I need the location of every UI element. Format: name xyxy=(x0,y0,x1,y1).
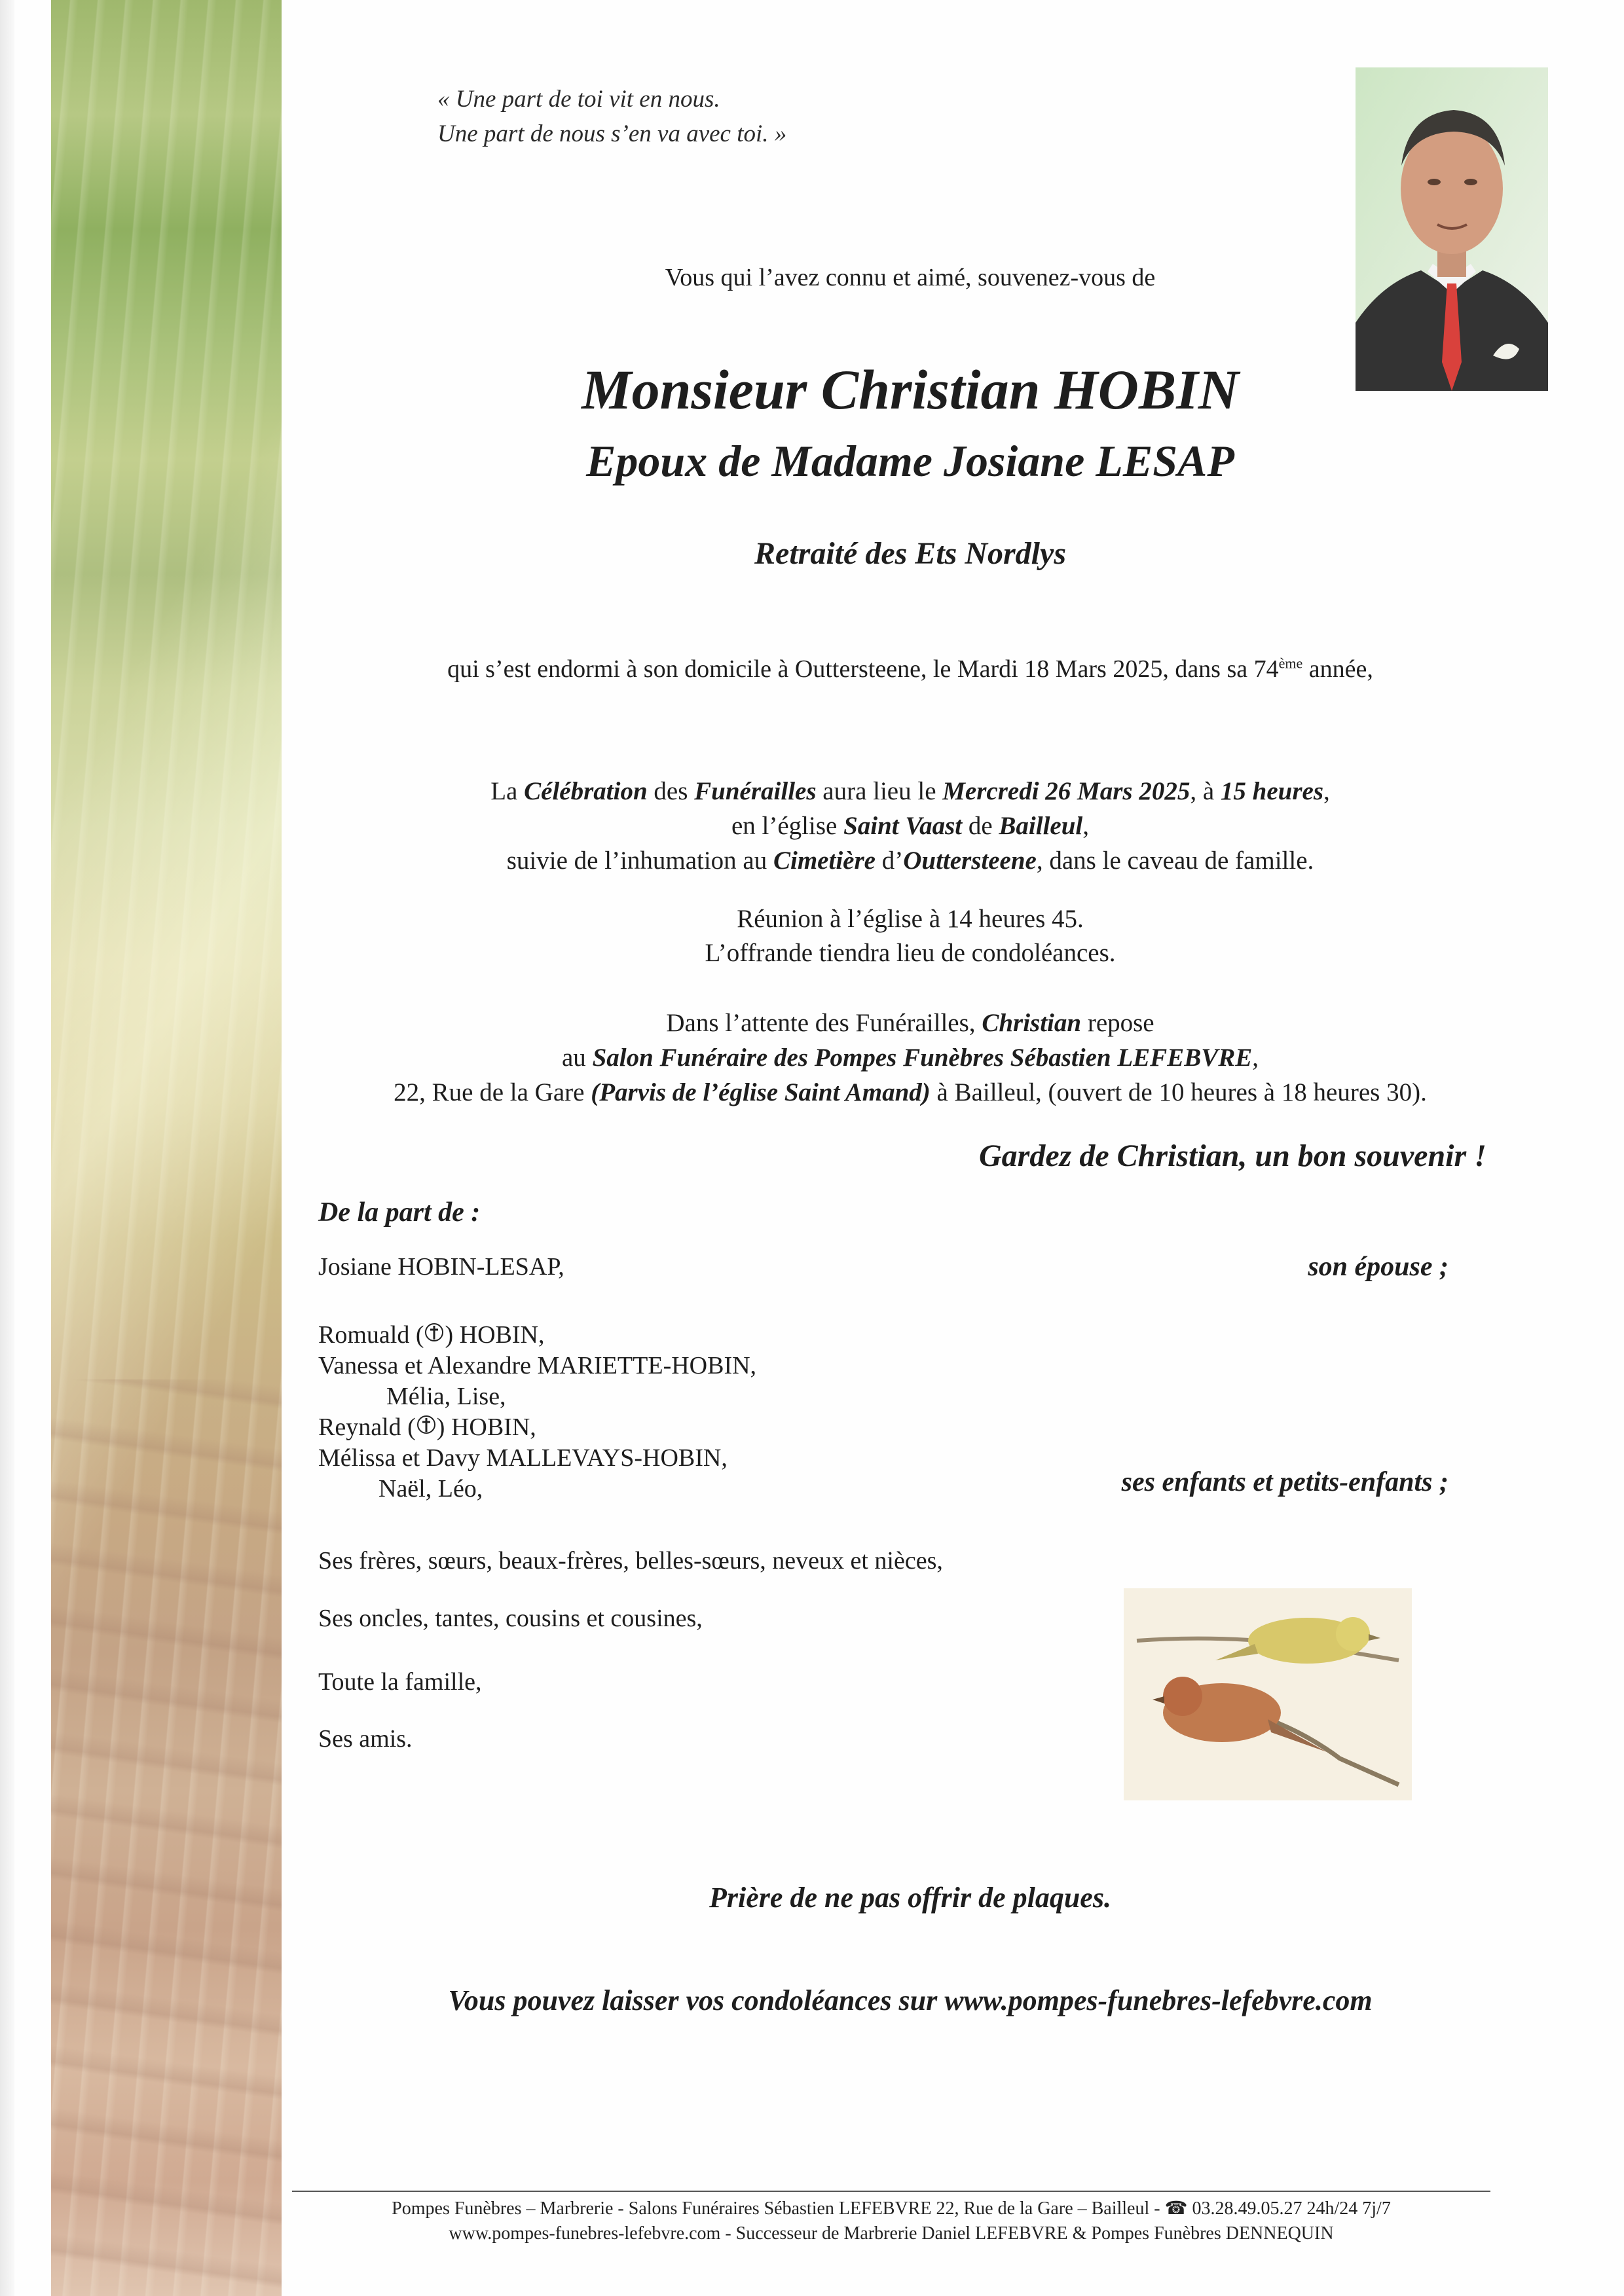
church-name: Saint Vaast xyxy=(843,812,963,840)
funeral-details xyxy=(327,774,1493,878)
footer-line-1 xyxy=(292,2197,1490,2219)
text-fragment: à Bailleul, (ouvert de 10 heures à 18 heures 30). xyxy=(930,1078,1427,1106)
intro-text: Vous qui l’avez connu et aimé, souvenez-vous de xyxy=(665,264,1156,291)
list-item xyxy=(318,1320,756,1351)
text-fragment: ) HOBIN, xyxy=(436,1413,536,1441)
footer-phone: 03.28.49.05.27 24h/24 7j/7 xyxy=(1192,2198,1391,2219)
funeral-line-1 xyxy=(327,774,1493,809)
page-edge xyxy=(0,0,14,2296)
text-emphasis: Funérailles xyxy=(694,777,817,805)
wife-role: son épouse ; xyxy=(1308,1252,1449,1282)
list-item xyxy=(318,1412,756,1443)
list-item: Vanessa et Alexandre MARIETTE-HOBIN, xyxy=(318,1352,757,1379)
funeral-home-name: Salon Funéraire des Pompes Funèbres Sébastien LEFEBVRE xyxy=(592,1044,1253,1072)
text-fragment: , xyxy=(1323,777,1330,805)
text-fragment: aura lieu le xyxy=(816,777,943,805)
cross-icon xyxy=(424,1322,445,1343)
death-text: qui s’est endormi à son domicile à Outtersteene, le Mardi 18 Mars 2025, dans sa 74 xyxy=(447,655,1279,683)
text-emphasis: (Parvis de l’église Saint Amand) xyxy=(591,1078,931,1106)
death-notice xyxy=(327,655,1493,683)
text-fragment: suivie de l’inhumation au xyxy=(506,847,773,875)
text-fragment: Reynald ( xyxy=(318,1413,416,1441)
souvenir-line: Gardez de Christian, un bon souvenir ! xyxy=(979,1139,1486,1173)
birds-illustration xyxy=(1124,1588,1412,1800)
footer-company: Pompes Funèbres – Marbrerie - Salons Funéraires Sébastien LEFEBVRE 22, Rue de la Gare – Bailleul - xyxy=(392,2198,1165,2219)
text-fragment: repose xyxy=(1081,1009,1154,1037)
text-fragment: , xyxy=(1252,1044,1259,1072)
text-fragment: , xyxy=(1082,812,1090,840)
forest-sidebar-image xyxy=(51,0,282,2296)
uncles-line: Ses oncles, tantes, cousins et cousines, xyxy=(318,1605,703,1632)
wake-info xyxy=(327,1006,1493,1110)
funeral-date: Mercredi 26 Mars 2025 xyxy=(942,777,1190,805)
list-item: Mélia, Lise, xyxy=(386,1383,506,1410)
text-fragment: , dans le caveau de famille. xyxy=(1036,847,1314,875)
funeral-line-2 xyxy=(327,809,1493,843)
footer-divider xyxy=(292,2191,1490,2192)
wake-line-2 xyxy=(327,1040,1493,1075)
meeting-line-1: Réunion à l’église à 14 heures 45. xyxy=(737,905,1084,933)
death-ordinal-sup: ème xyxy=(1278,655,1303,672)
quote-line-1: « Une part de toi vit en nous. xyxy=(437,86,720,113)
text-fragment: Dans l’attente des Funérailles, xyxy=(666,1009,982,1037)
condolences-line: Vous pouvez laisser vos condoléances sur www.pompes-funebres-lefebvre.com xyxy=(448,1984,1373,2016)
children-list xyxy=(318,1320,756,1504)
funeral-line-3 xyxy=(327,843,1493,878)
siblings-line: Ses frères, sœurs, beaux-frères, belles-sœurs, neveux et nièces, xyxy=(318,1547,943,1575)
phone-icon: ☎ xyxy=(1164,2198,1192,2219)
text-fragment: d’ xyxy=(875,847,904,875)
list-item: Naël, Léo, xyxy=(378,1475,483,1503)
text-fragment: en l’église xyxy=(731,812,844,840)
wife-name: Josiane HOBIN-LESAP, xyxy=(318,1253,564,1281)
text-fragment: de xyxy=(962,812,999,840)
friends-line: Ses amis. xyxy=(318,1725,413,1753)
footer-line-2: www.pompes-funebres-lefebvre.com - Successeur de Marbrerie Daniel LEFEBVRE & Pompes Funèbres DENNEQUIN xyxy=(449,2223,1334,2244)
text-fragment: au xyxy=(562,1044,593,1072)
wake-line-3 xyxy=(327,1075,1493,1110)
town-name: Bailleul xyxy=(999,812,1083,840)
wake-line-1 xyxy=(327,1006,1493,1040)
meeting-info xyxy=(327,902,1493,970)
deceased-name: Monsieur Christian HOBIN xyxy=(581,358,1239,421)
death-text-end: année, xyxy=(1302,655,1373,683)
text-emphasis: Célébration xyxy=(524,777,648,805)
funeral-time: 15 heures xyxy=(1220,777,1324,805)
list-item: Mélissa et Davy MALLEVAYS-HOBIN, xyxy=(318,1444,728,1472)
text-fragment: 22, Rue de la Gare xyxy=(394,1078,591,1106)
spouse-line: Epoux de Madame Josiane LESAP xyxy=(586,436,1234,486)
epitaph-quote xyxy=(437,82,786,151)
profession-line: Retraité des Ets Nordlys xyxy=(754,536,1066,571)
cemetery-town: Outtersteene xyxy=(903,847,1037,875)
cross-icon xyxy=(416,1414,437,1435)
family-line: Toute la famille, xyxy=(318,1668,482,1696)
text-fragment: La xyxy=(490,777,525,805)
portrait-photo xyxy=(1356,67,1548,391)
meeting-line-2: L’offrande tiendra lieu de condoléances. xyxy=(705,939,1116,967)
text-fragment: ) HOBIN, xyxy=(445,1321,545,1349)
text-fragment: des xyxy=(647,777,695,805)
no-plaques-request: Prière de ne pas offrir de plaques. xyxy=(709,1882,1111,1914)
from-heading: De la part de : xyxy=(318,1197,481,1228)
children-role: ses enfants et petits-enfants ; xyxy=(1121,1467,1449,1497)
quote-line-2: Une part de nous s’en va avec toi. » xyxy=(437,120,787,147)
text-fragment: , à xyxy=(1190,777,1221,805)
text-emphasis: Christian xyxy=(982,1009,1082,1037)
text-emphasis: Cimetière xyxy=(773,847,876,875)
text-fragment: Romuald ( xyxy=(318,1321,424,1349)
